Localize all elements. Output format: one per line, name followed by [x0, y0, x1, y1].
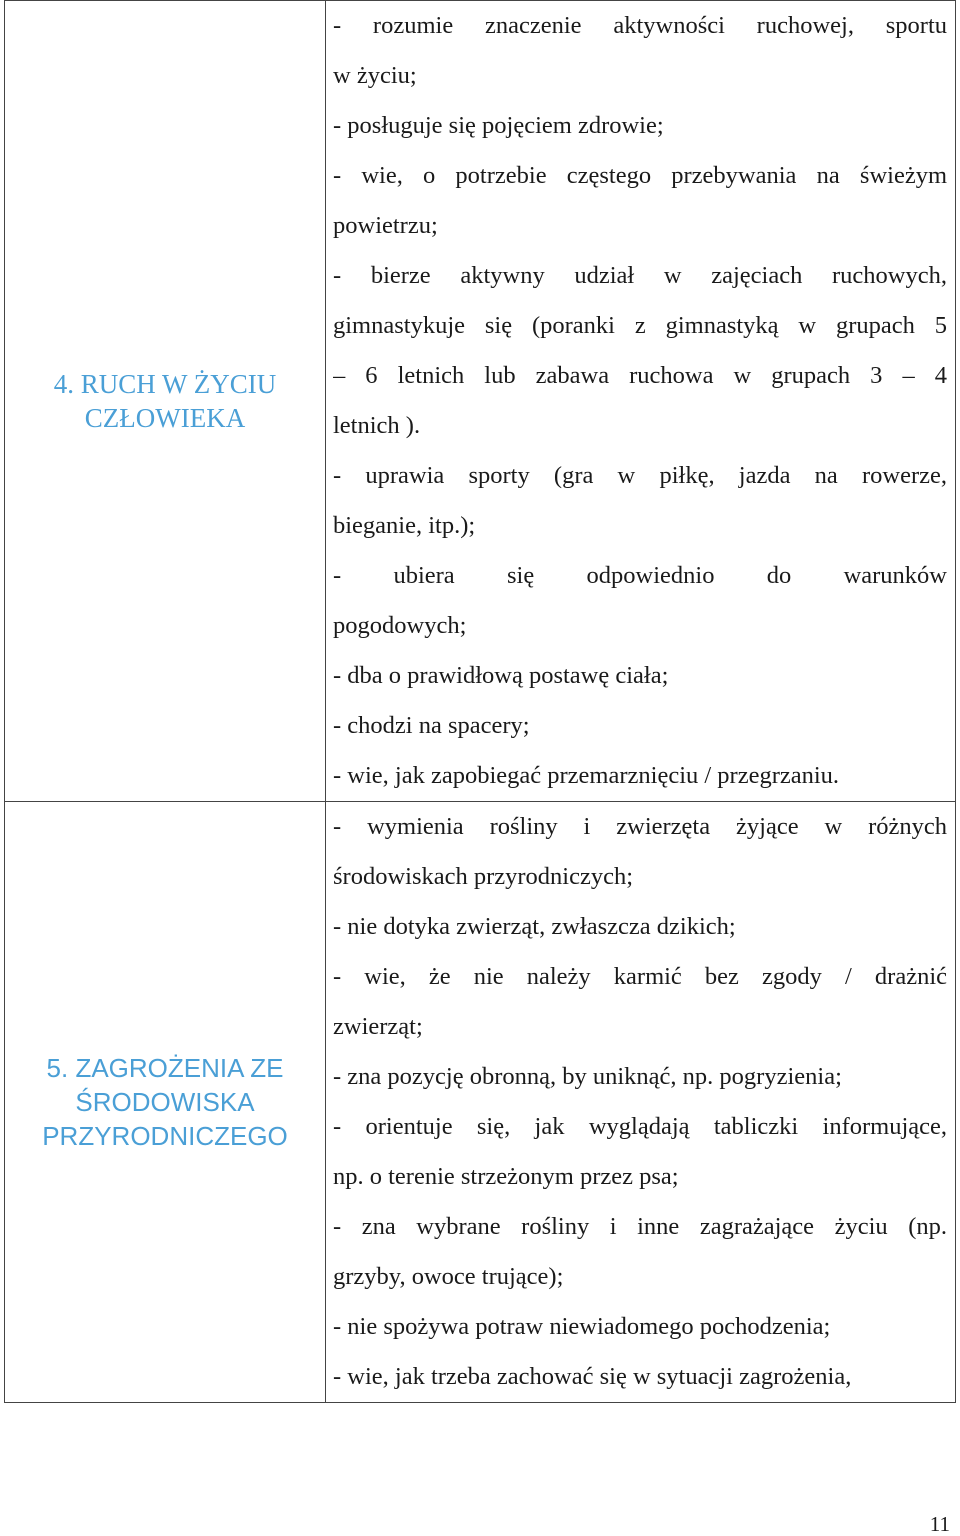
content-line: - wie, jak trzeba zachować się w sytuacji zagrożenia,: [333, 1363, 852, 1390]
section-topic-line: 4. RUCH W ŻYCIU: [53, 369, 277, 399]
content-line: - zna wybrane rośliny i inne zagrażające życiu (np.: [333, 1213, 947, 1240]
content-line: - bierze aktywny udział w zajęciach ruchowych,: [333, 262, 947, 289]
content-line: - nie spożywa potraw niewiadomego pochodzenia;: [333, 1313, 831, 1340]
content-line: – 6 letnich lub zabawa ruchowa w grupach 3 – 4: [333, 362, 947, 389]
section-topic-cell: [5, 802, 326, 1403]
section-topic-line: ŚRODOWISKA: [75, 1087, 255, 1117]
content-line: - nie dotyka zwierząt, zwłaszcza dzikich;: [333, 913, 736, 940]
content-line: letnich ).: [333, 412, 421, 439]
content-line: - wymienia rośliny i zwierzęta żyjące w różnych: [333, 813, 947, 840]
section-content-cell: [326, 1, 956, 802]
section-topic-line: CZŁOWIEKA: [84, 403, 246, 433]
content-line: bieganie, itp.);: [333, 512, 476, 539]
content-line: - rozumie znaczenie aktywności ruchowej, sportu: [333, 12, 947, 39]
section-topic-cell: [5, 1, 326, 802]
content-line: powietrzu;: [333, 212, 438, 239]
content-line: - orientuje się, jak wyglądają tabliczki informujące,: [333, 1113, 947, 1140]
content-line: środowiskach przyrodniczych;: [333, 863, 634, 890]
content-line: - posługuje się pojęciem zdrowie;: [333, 112, 664, 139]
content-line: - zna pozycję obronną, by uniknąć, np. pogryzienia;: [333, 1063, 842, 1090]
document-table: [4, 0, 956, 1403]
content-line: gimnastykuje się (poranki z gimnastyką w grupach 5: [333, 312, 947, 339]
section-content-cell: [326, 802, 956, 1403]
content-line: pogodowych;: [333, 612, 467, 639]
section-topic-line: 5. ZAGROŻENIA ZE: [46, 1053, 284, 1083]
content-line: - uprawia sporty (gra w piłkę, jazda na rowerze,: [333, 462, 947, 489]
content-line: w życiu;: [333, 62, 417, 89]
table-row: [5, 1, 956, 802]
content-line: zwierząt;: [333, 1013, 423, 1040]
content-line: np. o terenie strzeżonym przez psa;: [333, 1163, 679, 1190]
content-line: grzyby, owoce trujące);: [333, 1263, 564, 1290]
content-line: - ubiera się odpowiednio do warunków: [333, 562, 947, 589]
content-line: - dba o prawidłową postawę ciała;: [333, 662, 669, 689]
content-line: - wie, o potrzebie częstego przebywania na świeżym: [333, 162, 947, 189]
content-lines: [333, 802, 947, 1402]
content-line: - wie, jak zapobiegać przemarznięciu / przegrzaniu.: [333, 762, 840, 789]
page-number: 11: [929, 1512, 950, 1536]
table-row: [5, 802, 956, 1403]
content-line: - chodzi na spacery;: [333, 712, 530, 739]
content-lines: [333, 1, 947, 801]
section-topic-line: PRZYRODNICZEGO: [42, 1121, 288, 1151]
content-line: - wie, że nie należy karmić bez zgody / drażnić: [333, 963, 947, 990]
